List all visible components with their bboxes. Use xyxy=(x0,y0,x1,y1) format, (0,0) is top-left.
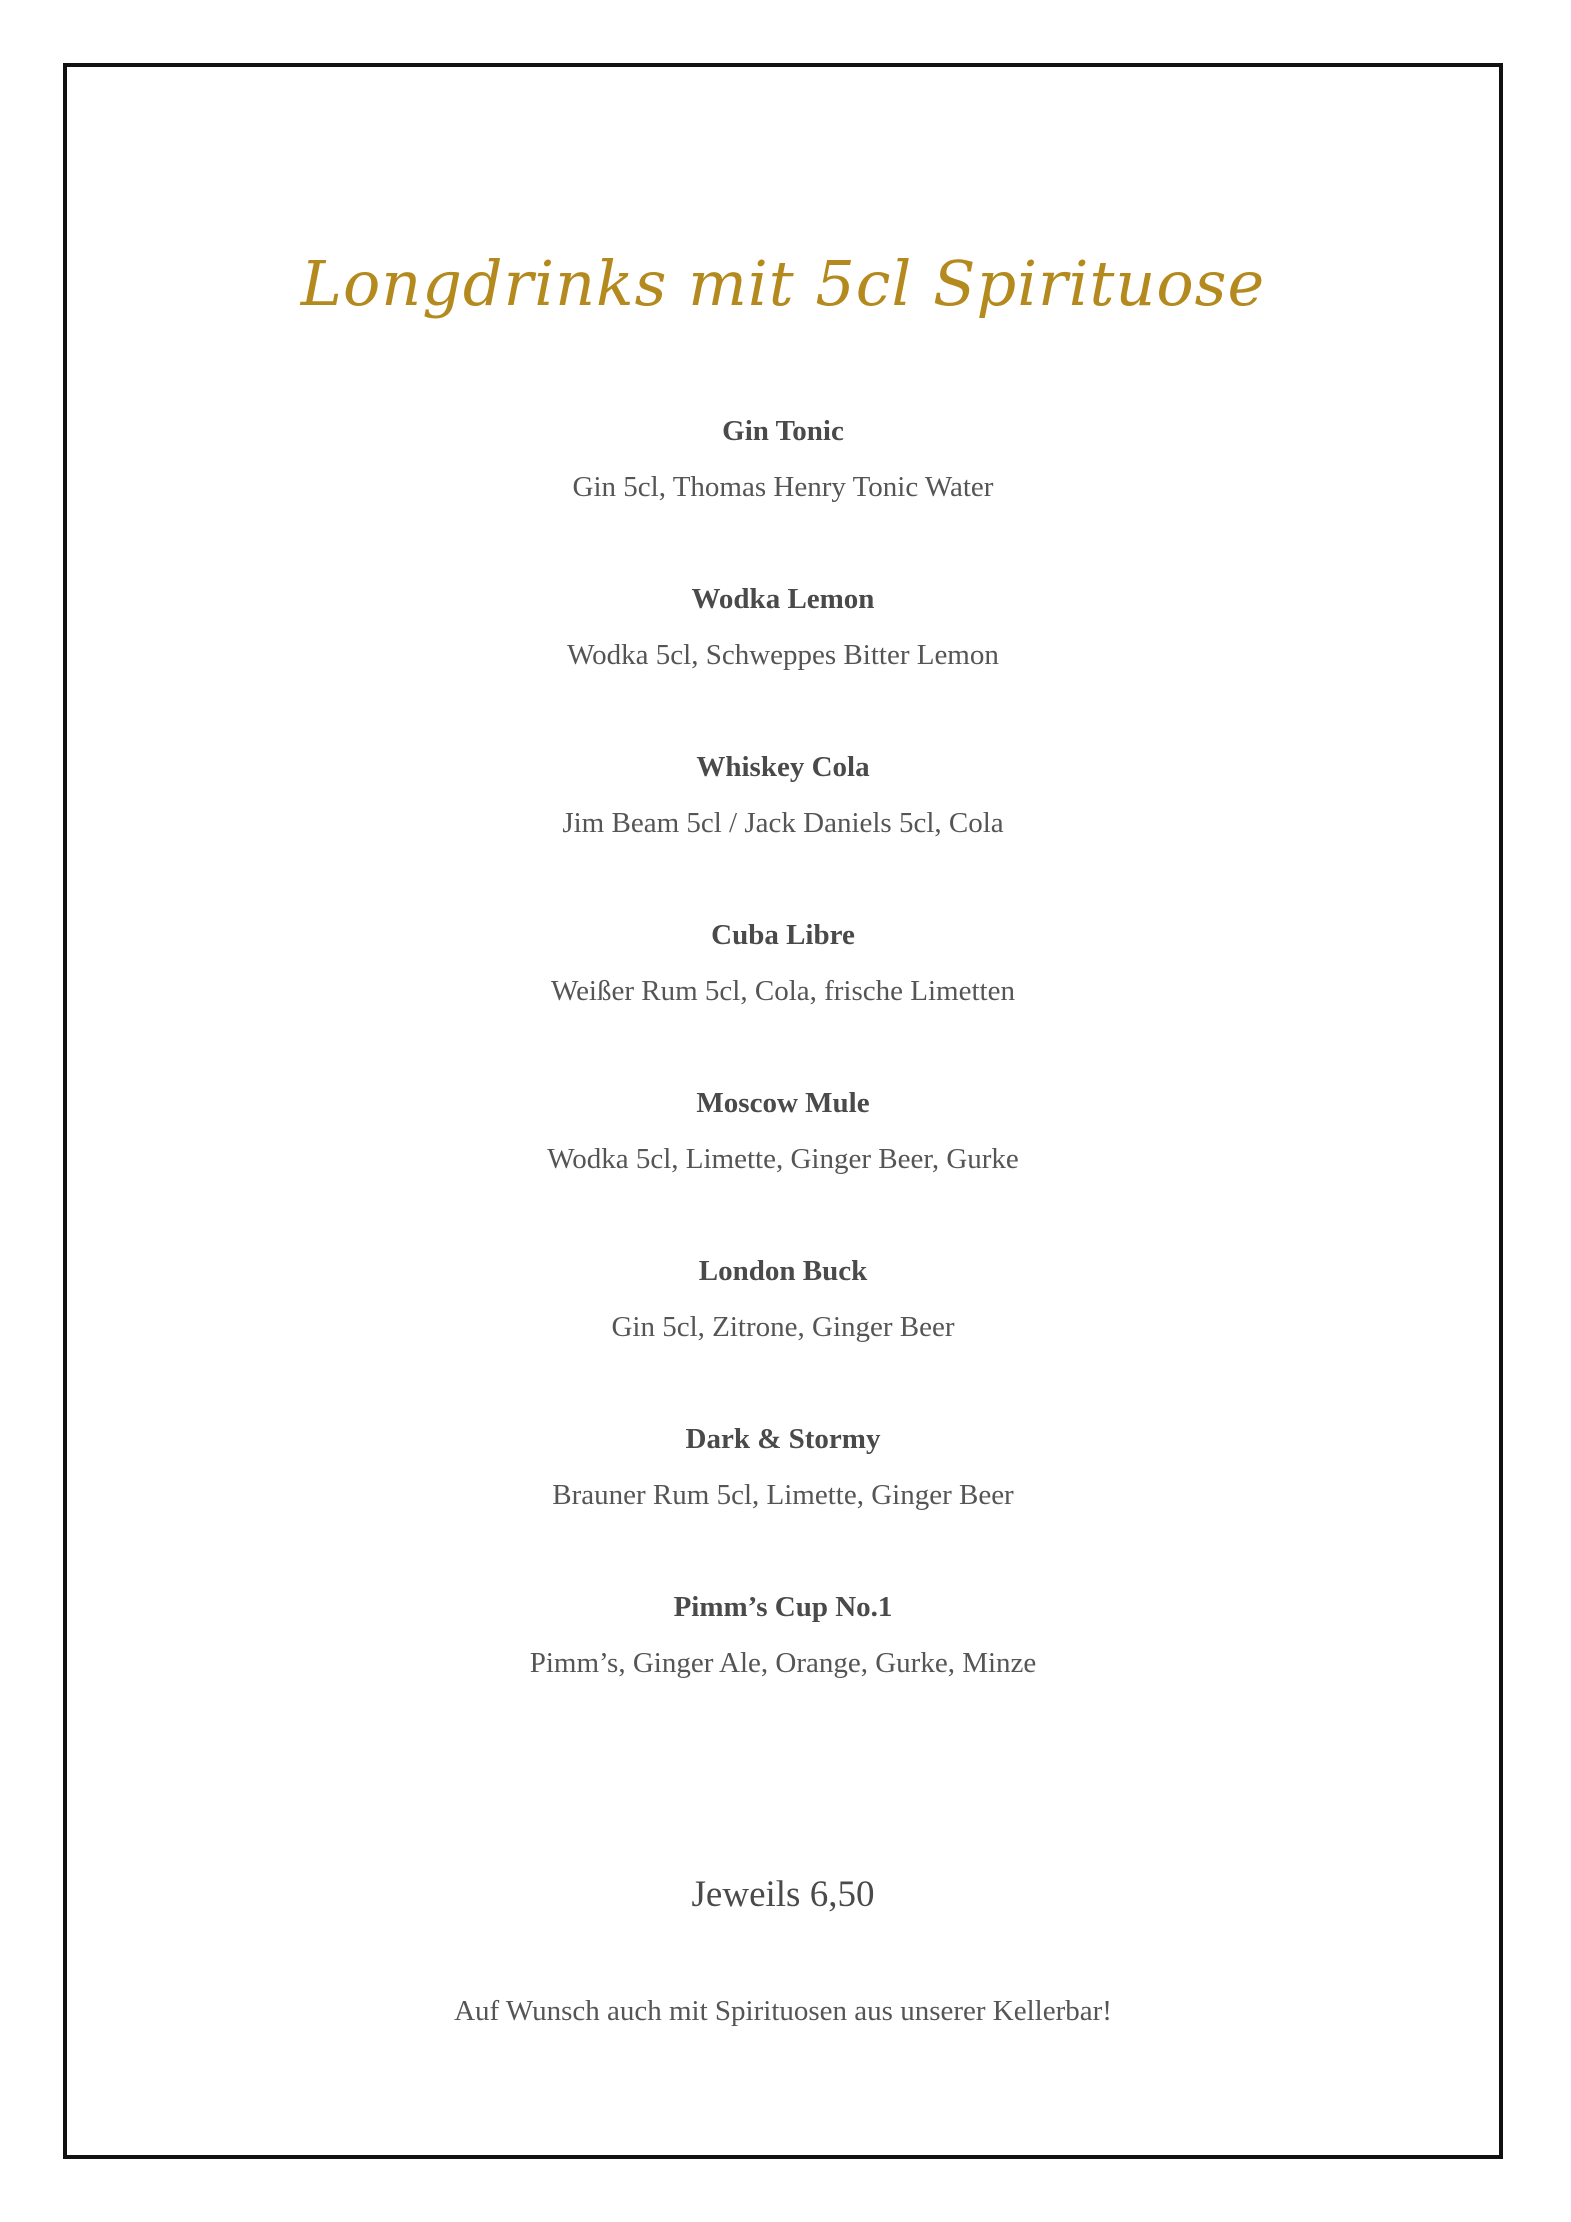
menu-frame xyxy=(63,63,1503,2159)
drink-name: Dark & Stormy xyxy=(685,1423,881,1455)
drink-description: Brauner Rum 5cl, Limette, Ginger Beer xyxy=(552,1479,1014,1511)
drink-name: Cuba Libre xyxy=(711,919,855,951)
drink-name: Wodka Lemon xyxy=(691,583,875,615)
menu-title: Longdrinks mit 5cl Spirituose xyxy=(300,247,1266,320)
drink-description: Weißer Rum 5cl, Cola, frische Limetten xyxy=(551,975,1015,1007)
drink-list xyxy=(67,411,1499,1755)
price-line: Jeweils 6,50 xyxy=(691,1874,875,1915)
drink-name: Pimm’s Cup No.1 xyxy=(673,1591,893,1623)
footer-note: Auf Wunsch auch mit Spirituosen aus unserer Kellerbar! xyxy=(454,1995,1112,2027)
drink-item-pimms-cup xyxy=(67,1587,1499,1755)
drink-item-wodka-lemon xyxy=(67,579,1499,747)
drink-item-gin-tonic xyxy=(67,411,1499,579)
drink-name: Moscow Mule xyxy=(696,1087,870,1119)
drink-item-london-buck xyxy=(67,1251,1499,1419)
drink-name: London Buck xyxy=(698,1255,868,1287)
drink-item-moscow-mule xyxy=(67,1083,1499,1251)
drink-item-cuba-libre xyxy=(67,915,1499,1083)
drink-item-dark-and-stormy xyxy=(67,1419,1499,1587)
drink-description: Jim Beam 5cl / Jack Daniels 5cl, Cola xyxy=(562,807,1004,839)
drink-name: Whiskey Cola xyxy=(696,751,870,783)
drink-description: Gin 5cl, Thomas Henry Tonic Water xyxy=(572,471,994,503)
drink-name: Gin Tonic xyxy=(722,415,844,447)
drink-item-whiskey-cola xyxy=(67,747,1499,915)
drink-description: Wodka 5cl, Limette, Ginger Beer, Gurke xyxy=(547,1143,1019,1175)
drink-description: Pimm’s, Ginger Ale, Orange, Gurke, Minze xyxy=(529,1647,1037,1679)
drink-description: Gin 5cl, Zitrone, Ginger Beer xyxy=(611,1311,955,1343)
drink-description: Wodka 5cl, Schweppes Bitter Lemon xyxy=(567,639,999,671)
